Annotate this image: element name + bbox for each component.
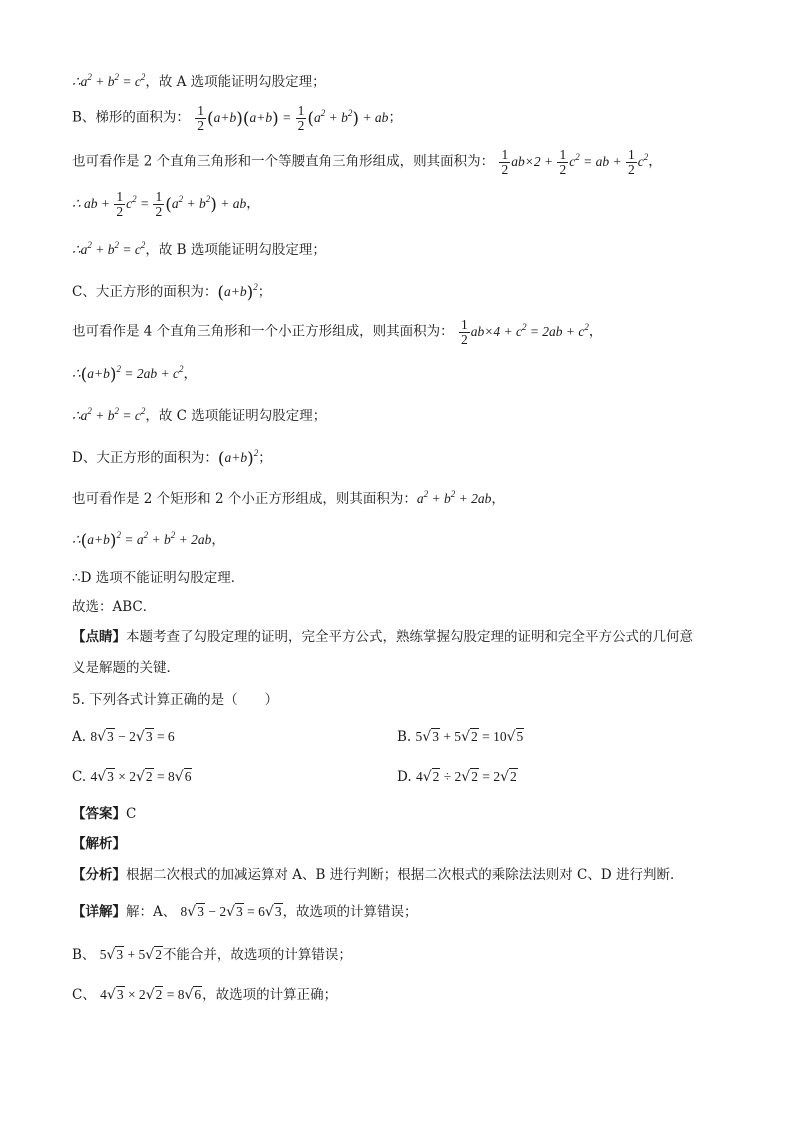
proof-line-c-equation: $\therefore(a+b)^2 = 2ab + c^2$，	[72, 364, 197, 385]
option-c: C. 4√3 × 2√2 = 8√6	[72, 769, 192, 785]
proof-line-b-conclusion: $\therefore a^2 + b^2 = c^2$，故 B 选项能证明勾股定理；	[72, 240, 326, 258]
answer-value: C	[126, 806, 137, 822]
question-stem: 5. 下列各式计算正确的是（ ）	[72, 692, 279, 708]
proof-line-a-conclusion: $\therefore a^2 + b^2 = c^2$，故 A 选项能证明勾股定理；	[72, 72, 326, 90]
fenxi-line: 【分析】根据二次根式的加减运算对 A、B 进行判断；根据二次根式的乘除法法则对 C、D 进行判断．	[72, 867, 684, 883]
detail-tag: 【详解】	[72, 904, 126, 920]
option-b: B. 5√3 + 5√2 = 10√5	[397, 729, 524, 745]
options-row-2	[72, 768, 734, 787]
analysis-tag: 【解析】	[72, 836, 126, 852]
comment-line-2: 义是解题的关键．	[72, 660, 180, 676]
answer-choice-line: 故选：ABC．	[72, 599, 157, 615]
proof-line-d-conclusion: ∴D 选项不能证明勾股定理．	[72, 570, 245, 586]
options-row-1	[72, 728, 734, 747]
detail-line-c: C、 4√3 × 2√2 = 8√6，故选项的计算正确；	[72, 987, 338, 1003]
proof-line-c-conclusion: $\therefore a^2 + b^2 = c^2$，故 C 选项能证明勾股定理；	[72, 406, 327, 424]
proof-line-d-equation: $\therefore(a+b)^2 = a^2 + b^2 + 2ab$，	[72, 530, 225, 551]
comment-line-1: 【点睛】本题考查了勾股定理的证明，完全平方公式，熟练掌握勾股定理的证明和完全平方公式的几何意	[72, 629, 693, 645]
proof-line-b-alt-area: 也可看作是 2 个直角三角形和一个等腰直角三角形组成，则其面积为： $\frac{1}{2}$ ab×2 + $\frac{1}{2}$ $c^2$ = ab + $\frac{1}{2}$ $c^2$，	[72, 147, 662, 177]
proof-line-d-alt-area: 也可看作是 2 个矩形和 2 个小正方形组成，则其面积为：$a^2 + b^2 + 2ab$，	[72, 489, 505, 507]
detail-line-b: B、 5√3 + 5√2不能合并，故选项的计算错误；	[72, 947, 352, 963]
answer-line	[72, 806, 734, 824]
proof-line-b-trapezoid-area: B、梯形的面积为： $\frac{1}{2}$ (a+b)(a+b) = $\frac{1}{2}$ $(a^2 + b^2)$ + ab；	[72, 103, 402, 133]
proof-line-b-equation: ∴ ab + $\frac{1}{2}$ $c^2$ = $\frac{1}{2}$ $(a^2 + b^2)$ + ab，	[72, 189, 260, 219]
answer-tag: 【答案】	[72, 806, 126, 822]
option-d: D. 4√2 ÷ 2√2 = 2√2	[397, 769, 517, 785]
option-a: A. 8√3 − 2√3 = 6	[72, 729, 175, 745]
proof-line-c-square-area: C、大正方形的面积为：$(a+b)^2$；	[72, 282, 272, 303]
fenxi-tag: 【分析】	[72, 867, 126, 883]
proof-line-d-square-area: D、大正方形的面积为：$(a+b)^2$；	[72, 448, 272, 469]
detail-line-a: 【详解】解：A、 8√3 − 2√3 = 6√3，故选项的计算错误；	[72, 904, 418, 920]
comment-tag: 【点睛】	[72, 629, 126, 645]
proof-line-c-alt-area: 也可看作是 4 个直角三角形和一个小正方形组成，则其面积为： $\frac{1}{2}$ $ab\times 4 + c^2 = 2ab + c^2$，	[72, 317, 603, 347]
